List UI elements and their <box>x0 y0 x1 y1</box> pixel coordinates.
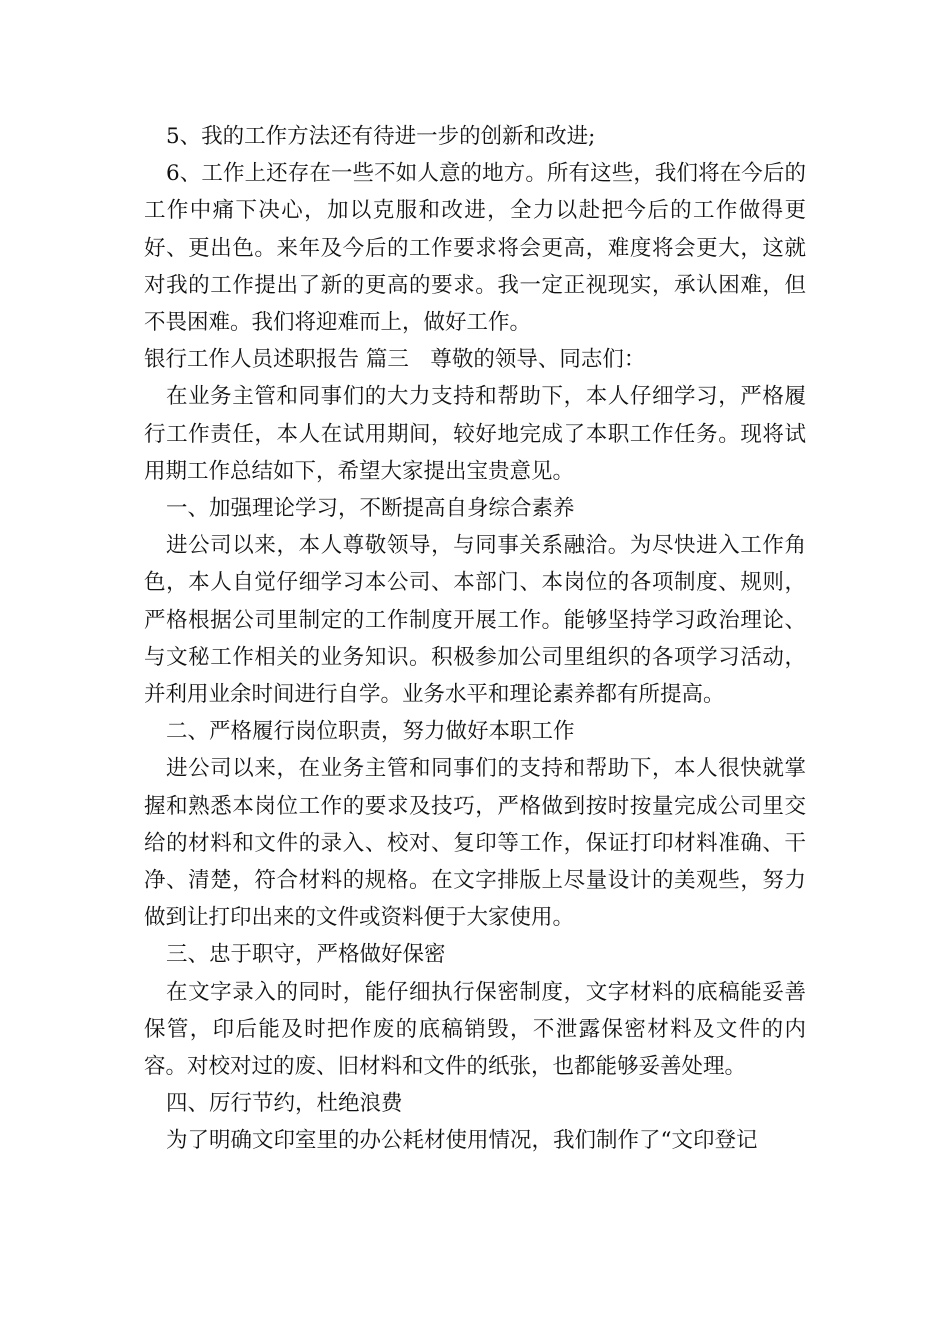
body-paragraph: 在业务主管和同事们的大力支持和帮助下，本人仔细学习，严格履行工作责任，本人在试用期间，较好地完成了本职工作任务。现将试用期工作总结如下，希望大家提出宝贵意见。 <box>144 384 806 484</box>
list-item-6: 6、工作上还存在一些不如人意的地方。所有这些，我们将在今后的工作中痛下决心，加以克服和改进，全力以赴把今后的工作做得更好、更出色。来年及今后的工作要求将会更高，难度将会更大，这就对我的工作提出了新的更高的要求。我一定正视现实，承认困难，但不畏困难。我们将迎难而上，做好工作。 <box>144 161 806 336</box>
section-heading-1: 一、加强理论学习，不断提高自身综合素养 <box>166 496 575 522</box>
list-item-5: 5、我的工作方法还有待进一步的创新和改进; <box>166 124 596 149</box>
section-heading-2: 二、严格履行岗位职责，努力做好本职工作 <box>166 719 575 745</box>
body-paragraph: 进公司以来，本人尊敬领导，与同事关系融洽。为尽快进入工作角色，本人自觉仔细学习本公司、本部门、本岗位的各项制度、规则，严格根据公司里制定的工作制度开展工作。能够坚持学习政治理论、与文秘工作相关的业务知识。积极参加公司里组织的各项学习活动，并利用业余时间进行自学。业务水平和理论素养都有所提高。 <box>144 533 806 708</box>
body-paragraph: 进公司以来，在业务主管和同事们的支持和帮助下，本人很快就掌握和熟悉本岗位工作的要求及技巧，严格做到按时按量完成公司里交给的材料和文件的录入、校对、复印等工作，保证打印材料准确、干净、清楚，符合材料的规格。在文字排版上尽量设计的美观些，努力做到让打印出来的文件或资料便于大家使用。 <box>144 756 806 931</box>
section-heading-4: 四、厉行节约，杜绝浪费 <box>166 1091 403 1117</box>
section-title: 银行工作人员述职报告 篇三 尊敬的领导、同志们： <box>144 347 646 373</box>
body-paragraph: 在文字录入的同时，能仔细执行保密制度，文字材料的底稿能妥善保管，印后能及时把作废的底稿销毁，不泄露保密材料及文件的内容。对校对过的废、旧材料和文件的纸张，也都能够妥善处理。 <box>144 979 806 1080</box>
body-paragraph: 为了明确文印室里的办公耗材使用情况，我们制作了“文印登记 <box>166 1128 758 1154</box>
section-heading-3: 三、忠于职守，严格做好保密 <box>166 942 446 968</box>
document-body <box>144 118 806 1160</box>
